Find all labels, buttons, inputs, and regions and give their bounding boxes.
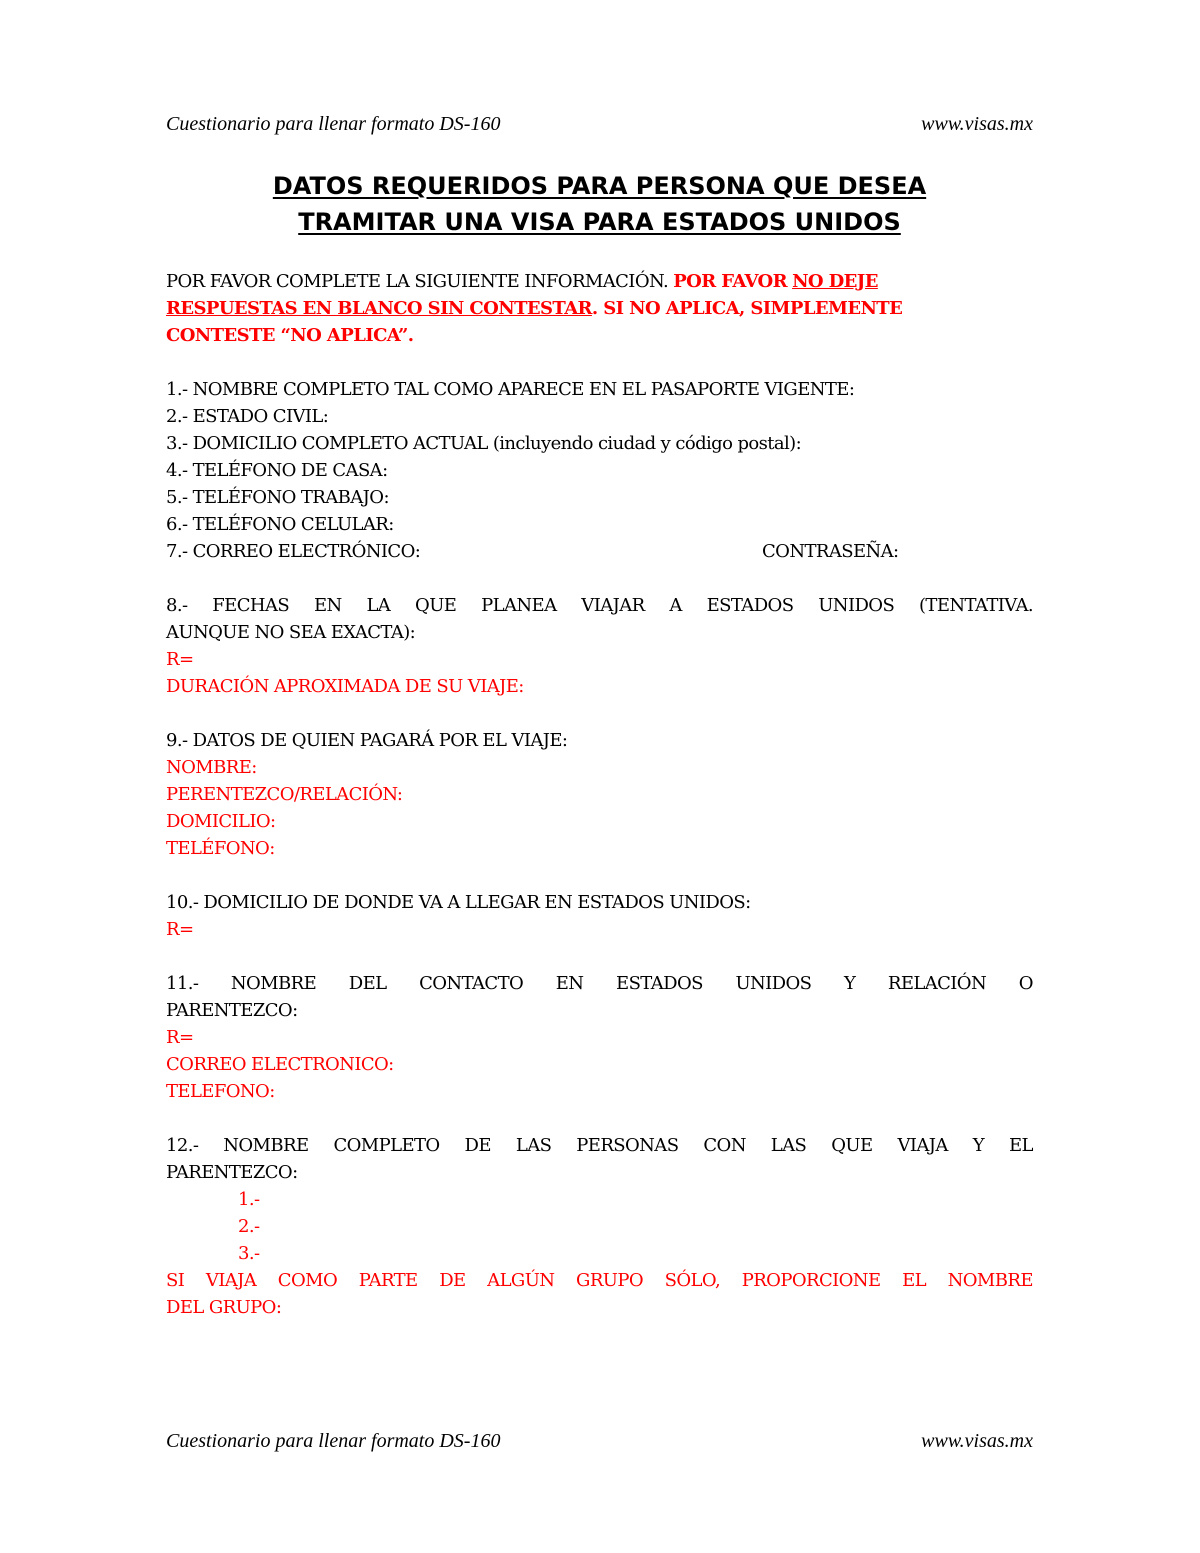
question-12-line-2: PARENTEZCO: [166, 1162, 298, 1183]
q12-group-word: COMO [277, 1270, 338, 1291]
header-doc-title: Cuestionario para llenar formato DS-160 [166, 113, 501, 135]
question-9: 9.- DATOS DE QUIEN PAGARÁ POR EL VIAJE: [166, 730, 568, 751]
q8-word: LA [366, 595, 391, 616]
intro-red-underlined-2: RESPUESTAS EN BLANCO SIN CONTESTAR [166, 298, 592, 319]
q11-word: O [1018, 973, 1033, 994]
question-7-password: CONTRASEÑA: [762, 541, 899, 562]
intro-line-2 [166, 295, 1033, 322]
question-8-line-1 [166, 592, 1033, 619]
q12-word: EL [1008, 1135, 1033, 1156]
q8-word: ESTADOS [706, 595, 794, 616]
q12-group-word: GRUPO [576, 1270, 644, 1291]
q12-word: COMPLETO [333, 1135, 440, 1156]
question-2: 2.- ESTADO CIVIL: [166, 406, 329, 427]
intro-red-1: POR FAVOR [673, 271, 787, 292]
question-8-line-2: AUNQUE NO SEA EXACTA): [166, 622, 416, 643]
q11-word: RELACIÓN [887, 973, 987, 994]
q8-word: (TENTATIVA. [919, 595, 1033, 616]
q11-word: Y [843, 973, 856, 994]
q12-group-word: SI [166, 1270, 185, 1291]
question-11-line-1 [166, 970, 1033, 997]
q12-word: NOMBRE [223, 1135, 309, 1156]
page-footer [166, 1430, 1033, 1460]
q12-word: DE [464, 1135, 491, 1156]
q12-word: LAS [770, 1135, 807, 1156]
q11-word: ESTADOS [616, 973, 703, 994]
q11-word: UNIDOS [735, 973, 812, 994]
q8-word: QUE [415, 595, 457, 616]
question-9-phone: TELÉFONO: [166, 838, 275, 859]
footer-doc-title: Cuestionario para llenar formato DS-160 [166, 1430, 501, 1452]
q12-group-word: VIAJA [205, 1270, 257, 1291]
q8-word: VIAJAR [581, 595, 645, 616]
question-10-answer: R= [166, 919, 194, 940]
question-9-name: NOMBRE: [166, 757, 257, 778]
question-9-relation: PERENTEZCO/RELACIÓN: [166, 784, 403, 805]
q12-group-word: PARTE [358, 1270, 418, 1291]
page-header [166, 113, 1033, 143]
question-8-answer: R= [166, 649, 194, 670]
question-12-group-line-1 [166, 1267, 1033, 1294]
q8-word: FECHAS [212, 595, 290, 616]
question-7 [166, 538, 1033, 565]
q12-word: Y [972, 1135, 984, 1156]
q11-word: DEL [348, 973, 387, 994]
question-12-group-line-2: DEL GRUPO: [166, 1297, 282, 1318]
q11-word: CONTACTO [419, 973, 524, 994]
intro-line-1 [166, 268, 1033, 295]
q12-word: QUE [831, 1135, 873, 1156]
q11-word: 11.- [166, 973, 199, 994]
question-4: 4.- TELÉFONO DE CASA: [166, 460, 388, 481]
question-3: 3.- DOMICILIO COMPLETO ACTUAL (incluyendo ciudad y código postal): [166, 433, 802, 454]
title-line-2: TRAMITAR UNA VISA PARA ESTADOS UNIDOS [298, 208, 901, 236]
q12-group-word: DE [439, 1270, 466, 1291]
q12-group-word: SÓLO, [664, 1270, 721, 1291]
question-11-line-2: PARENTEZCO: [166, 1000, 298, 1021]
q8-word: UNIDOS [818, 595, 895, 616]
q12-group-word: EL [902, 1270, 927, 1291]
q11-word: EN [555, 973, 584, 994]
q8-word: PLANEA [481, 595, 557, 616]
question-7-email: 7.- CORREO ELECTRÓNICO: [166, 541, 421, 562]
q8-word: A [669, 595, 682, 616]
question-8-duration: DURACIÓN APROXIMADA DE SU VIAJE: [166, 676, 524, 697]
question-12-item-3: 3.- [238, 1243, 260, 1264]
question-12-line-1 [166, 1132, 1033, 1159]
title-line-1: DATOS REQUERIDOS PARA PERSONA QUE DESEA [272, 172, 927, 200]
q12-group-word: NOMBRE [947, 1270, 1033, 1291]
question-5: 5.- TELÉFONO TRABAJO: [166, 487, 389, 508]
q12-word: 12.- [166, 1135, 199, 1156]
question-12-item-2: 2.- [238, 1216, 260, 1237]
questionnaire-body [166, 268, 1033, 1321]
footer-website: www.visas.mx [921, 1430, 1033, 1452]
q12-word: LAS [515, 1135, 552, 1156]
header-website: www.visas.mx [921, 113, 1033, 135]
question-11-answer: R= [166, 1027, 194, 1048]
question-11-email: CORREO ELECTRONICO: [166, 1054, 394, 1075]
q12-word: CON [703, 1135, 746, 1156]
intro-red-underlined-1: NO DEJE [792, 271, 878, 292]
intro-line-3: CONTESTE “NO APLICA”. [166, 325, 414, 346]
intro-plain: POR FAVOR COMPLETE LA SIGUIENTE INFORMACIÓN. [166, 271, 669, 292]
question-10: 10.- DOMICILIO DE DONDE VA A LLEGAR EN ESTADOS UNIDOS: [166, 892, 751, 913]
question-12-item-1: 1.- [238, 1189, 260, 1210]
q12-word: PERSONAS [576, 1135, 679, 1156]
q12-group-word: PROPORCIONE [741, 1270, 881, 1291]
document-title [166, 168, 1033, 240]
question-1: 1.- NOMBRE COMPLETO TAL COMO APARECE EN EL PASAPORTE VIGENTE: [166, 379, 855, 400]
question-11-phone: TELEFONO: [166, 1081, 275, 1102]
q8-word: EN [313, 595, 342, 616]
q12-word: VIAJA [897, 1135, 948, 1156]
question-9-address: DOMICILIO: [166, 811, 276, 832]
q8-word: 8.- [166, 595, 188, 616]
q12-group-word: ALGÚN [487, 1270, 555, 1291]
q11-word: NOMBRE [230, 973, 317, 994]
question-6: 6.- TELÉFONO CELULAR: [166, 514, 394, 535]
intro-red-2: . SI NO APLICA, SIMPLEMENTE [591, 298, 903, 319]
